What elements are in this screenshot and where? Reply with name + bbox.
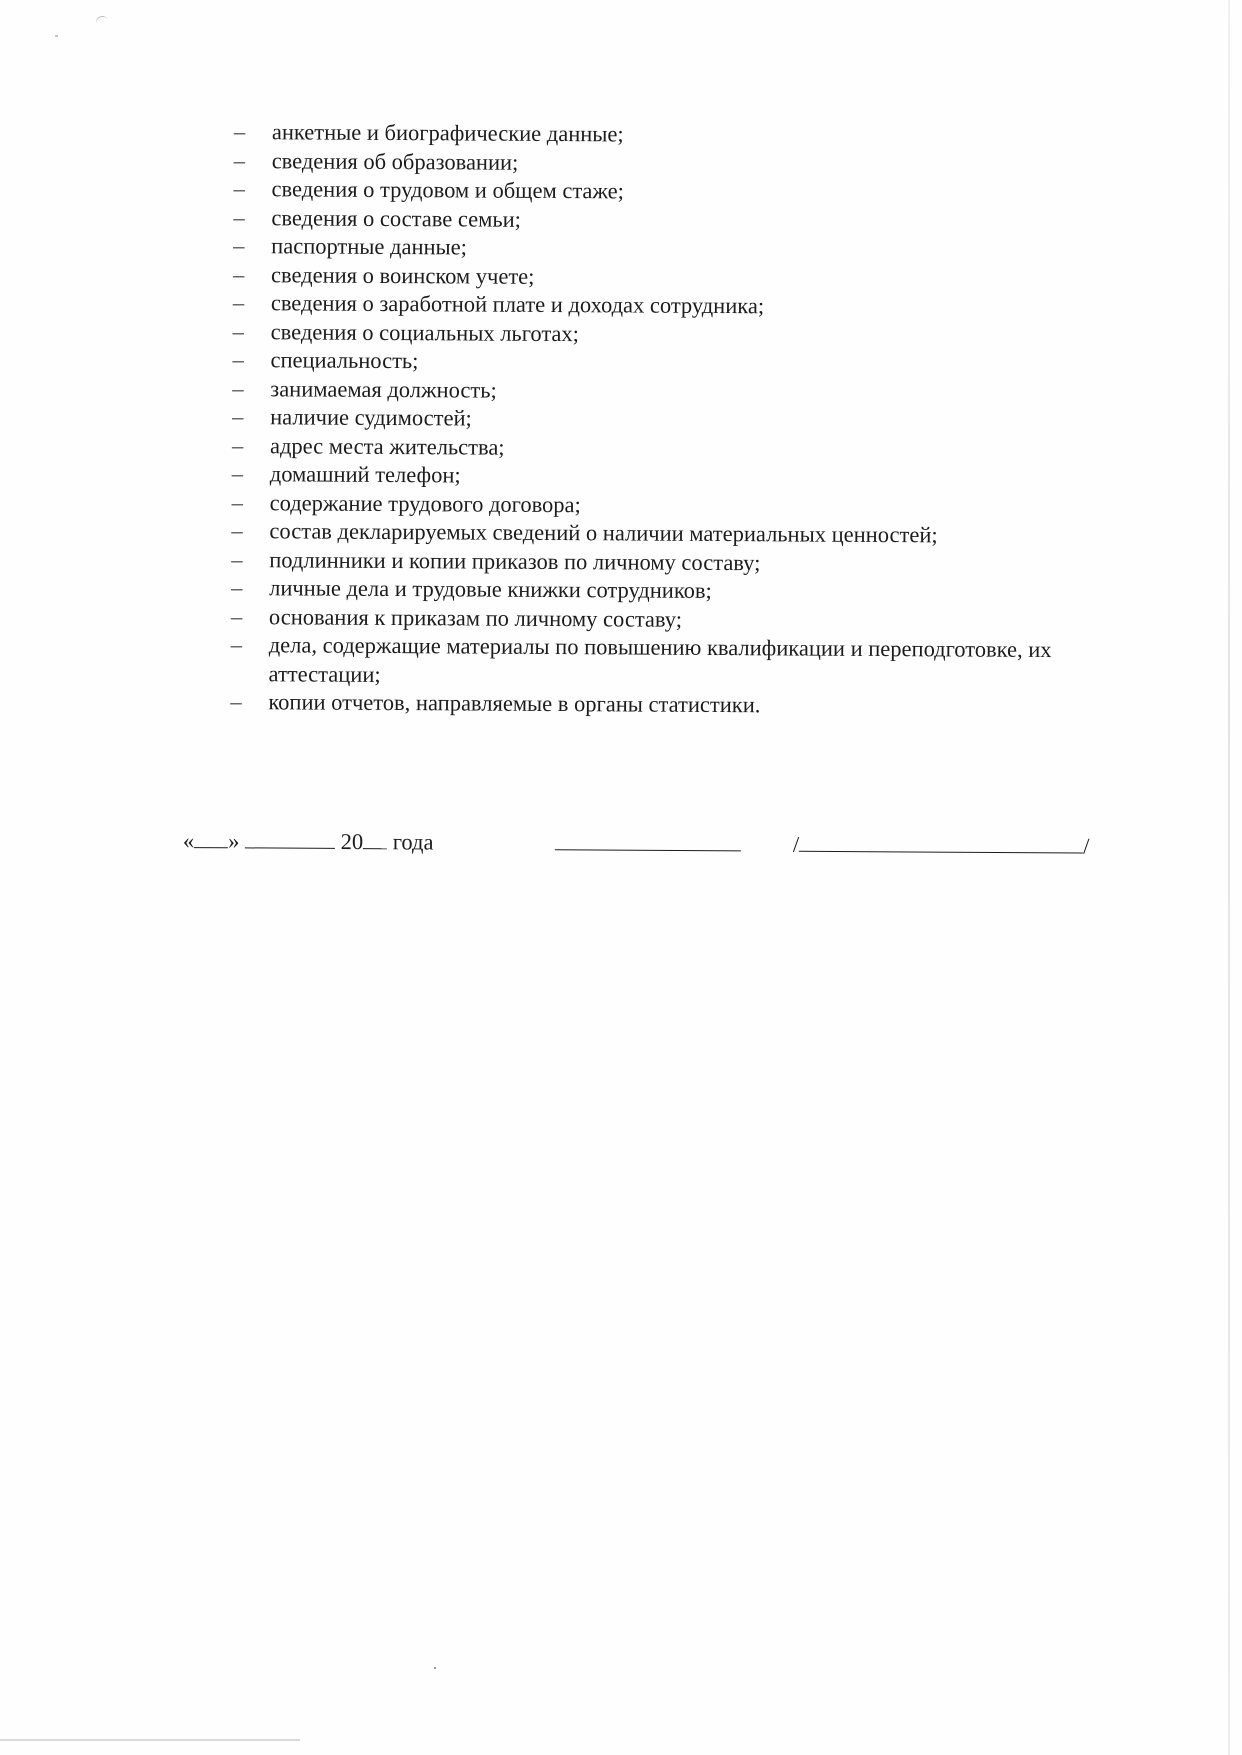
open-quote: « [182, 828, 195, 854]
list-item-text: сведения об образовании; [271, 147, 519, 175]
signature-block [183, 827, 1103, 873]
list-item-text: основания к приказам по личному составу; [268, 603, 683, 632]
name-blank[interactable] [799, 831, 1083, 854]
bullet-dash: – [231, 546, 243, 572]
list-item-text: занимаемая должность; [270, 375, 497, 403]
signature-field [555, 829, 741, 857]
list-item-text: состав декларируемых сведений о наличии материальных ценностей; [269, 518, 938, 548]
list-item-text: дела, содержащие материалы по повышению квалификации и переподготовке, их аттестации; [268, 632, 1052, 687]
list-item-text: сведения о заработной плате и доходах сотрудника; [270, 290, 765, 319]
bullet-dash: – [233, 204, 245, 230]
bullet-dash: – [231, 489, 243, 515]
signature-blank[interactable] [555, 829, 741, 851]
scan-edge [0, 1739, 300, 1741]
bullet-dash: – [232, 375, 244, 401]
bullet-dash: – [232, 290, 245, 316]
bullet-dash: – [232, 347, 244, 373]
list-item-text: сведения о воинском учете; [270, 261, 535, 289]
close-quote: » [228, 828, 240, 854]
bullet-dash: – [233, 233, 245, 259]
bullet-dash: – [233, 119, 246, 145]
year-prefix: 20 [340, 828, 364, 855]
slash-left: / [792, 831, 800, 857]
list-item-text: сведения о составе семьи; [271, 204, 522, 232]
list-item-text: анкетные и биографические данные; [271, 119, 624, 147]
bullet-dash: – [230, 603, 243, 629]
list-item-text: наличие судимостей; [270, 404, 472, 431]
list-item [223, 631, 1163, 694]
name-field [793, 831, 1090, 860]
list-item-text: адрес места жительства; [269, 432, 505, 460]
bullet-dash: – [232, 404, 244, 430]
scan-edge [1228, 0, 1230, 1755]
bullet-dash: – [232, 261, 245, 287]
scan-artifact [434, 1667, 436, 1669]
bullet-dash: – [231, 518, 243, 544]
list-item-text: домашний телефон; [269, 461, 461, 488]
scan-artifact [94, 14, 109, 28]
month-blank[interactable] [245, 827, 335, 849]
bullet-dash: – [232, 318, 245, 344]
year-blank[interactable] [363, 828, 387, 849]
bullet-dash: – [231, 432, 244, 458]
bullet-dash: – [230, 632, 243, 658]
date-field [183, 827, 434, 856]
list-item-text: личные дела и трудовые книжки сотрудников; [269, 575, 712, 603]
bullet-dash: – [230, 689, 242, 715]
list-item-text: специальность; [270, 347, 419, 374]
list-item-text: содержание трудового договора; [269, 489, 581, 517]
list-item-text: подлинники и копии приказов по личному составу; [269, 546, 761, 575]
personal-data-list [222, 118, 1166, 722]
year-word: года [392, 829, 434, 855]
bullet-dash: – [231, 461, 244, 487]
day-blank[interactable] [194, 827, 228, 848]
bullet-dash: – [231, 575, 243, 601]
scan-artifact [55, 35, 58, 37]
bullet-dash: – [233, 176, 245, 202]
list-item-text: сведения о трудовом и общем стаже; [271, 176, 625, 204]
list-item-text: паспортные данные; [271, 233, 468, 260]
list-item-text: копии отчетов, направляемые в органы статистики. [268, 689, 761, 718]
bullet-dash: – [233, 147, 246, 173]
slash-right: / [1083, 833, 1090, 859]
list-item-text: сведения о социальных льготах; [270, 318, 580, 346]
list-item [222, 688, 1162, 722]
